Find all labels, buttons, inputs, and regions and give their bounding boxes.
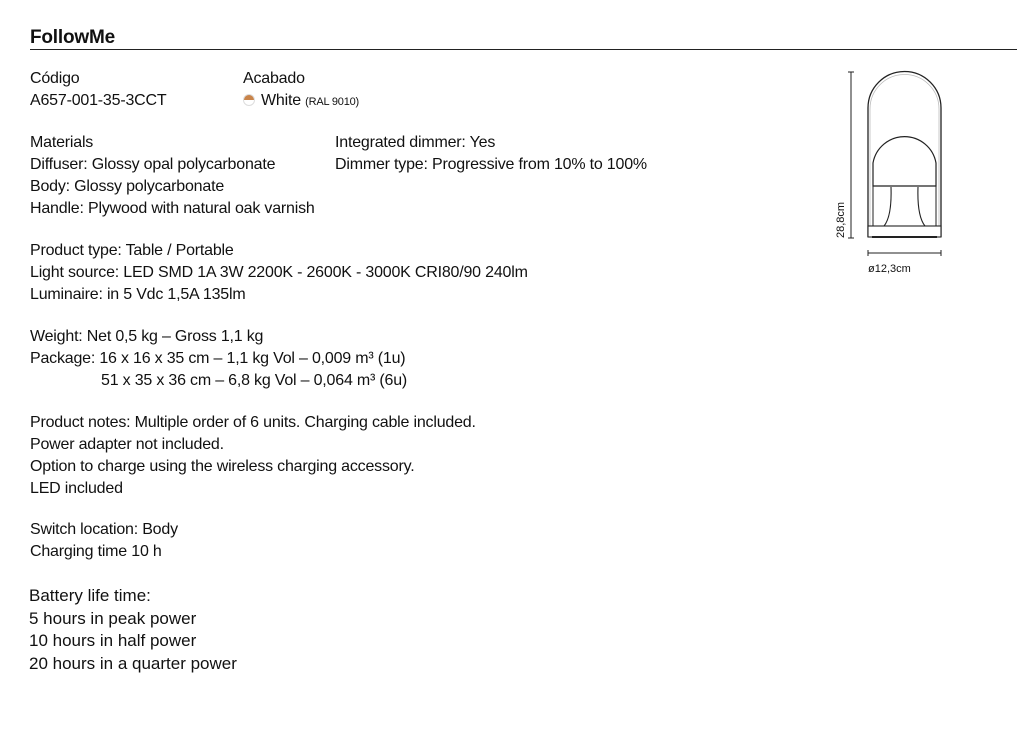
materials-handle: Handle: Plywood with natural oak varnish (30, 200, 315, 217)
switch-location: Switch location: Body (30, 521, 178, 538)
notes-section (30, 412, 476, 500)
weight-section (30, 326, 407, 392)
package-single: Package: 16 x 16 x 35 cm – 1,1 kg Vol – 0,009 m³ (1u) (30, 350, 406, 367)
finish-swatch-icon (243, 94, 255, 106)
materials-diffuser: Diffuser: Glossy opal polycarbonate (30, 156, 276, 173)
diameter-label: ø12,3cm (868, 263, 911, 275)
diffuser-outline (873, 137, 936, 186)
battery-half: 10 hours in half power (29, 631, 197, 650)
dimmer-integrated: Integrated dimmer: Yes (335, 134, 496, 151)
notes-line-4: LED included (30, 480, 123, 497)
acabado-value-row (243, 90, 359, 113)
title-divider (30, 49, 1017, 50)
product-section (30, 240, 528, 306)
charging-time: Charging time 10 h (30, 543, 162, 560)
codigo-value: A657-001-35-3CCT (30, 92, 167, 109)
lamp-drawing (820, 66, 960, 286)
product-light-source: Light source: LED SMD 1A 3W 2200K - 2600K - 3000K CRI80/90 240lm (30, 264, 528, 281)
battery-heading: Battery life time: (29, 586, 151, 605)
acabado-value: White (261, 92, 301, 109)
acabado-section (243, 68, 359, 113)
notes-line-1: Product notes: Multiple order of 6 units. Charging cable included. (30, 414, 476, 431)
weight-net-gross: Weight: Net 0,5 kg – Gross 1,1 kg (30, 328, 264, 345)
battery-quarter: 20 hours in a quarter power (29, 653, 237, 673)
codigo-label: Código (30, 70, 80, 87)
dimmer-section (335, 132, 647, 176)
handle-outline (868, 72, 941, 238)
package-multiple: 51 x 35 x 36 cm – 6,8 kg Vol – 0,064 m³ (6u) (101, 372, 408, 389)
codigo-section (30, 68, 166, 112)
lamp-base (868, 226, 941, 237)
materials-heading: Materials (30, 134, 94, 151)
dimmer-type: Dimmer type: Progressive from 10% to 100% (335, 156, 647, 173)
product-luminaire: Luminaire: in 5 Vdc 1,5A 135lm (30, 286, 246, 303)
notes-line-2: Power adapter not included. (30, 436, 224, 453)
switch-section (30, 519, 178, 563)
materials-section (30, 132, 315, 220)
battery-section (29, 585, 237, 675)
acabado-label: Acabado (243, 70, 305, 87)
materials-body: Body: Glossy polycarbonate (30, 178, 225, 195)
body-stem (884, 187, 925, 226)
notes-line-3: Option to charge using the wireless charging accessory. (30, 458, 415, 475)
height-label: 28,8cm (835, 201, 847, 238)
product-type: Product type: Table / Portable (30, 242, 234, 259)
battery-peak: 5 hours in peak power (29, 608, 197, 628)
acabado-note: (RAL 9010) (305, 96, 359, 108)
page-title: FollowMe (30, 27, 115, 48)
